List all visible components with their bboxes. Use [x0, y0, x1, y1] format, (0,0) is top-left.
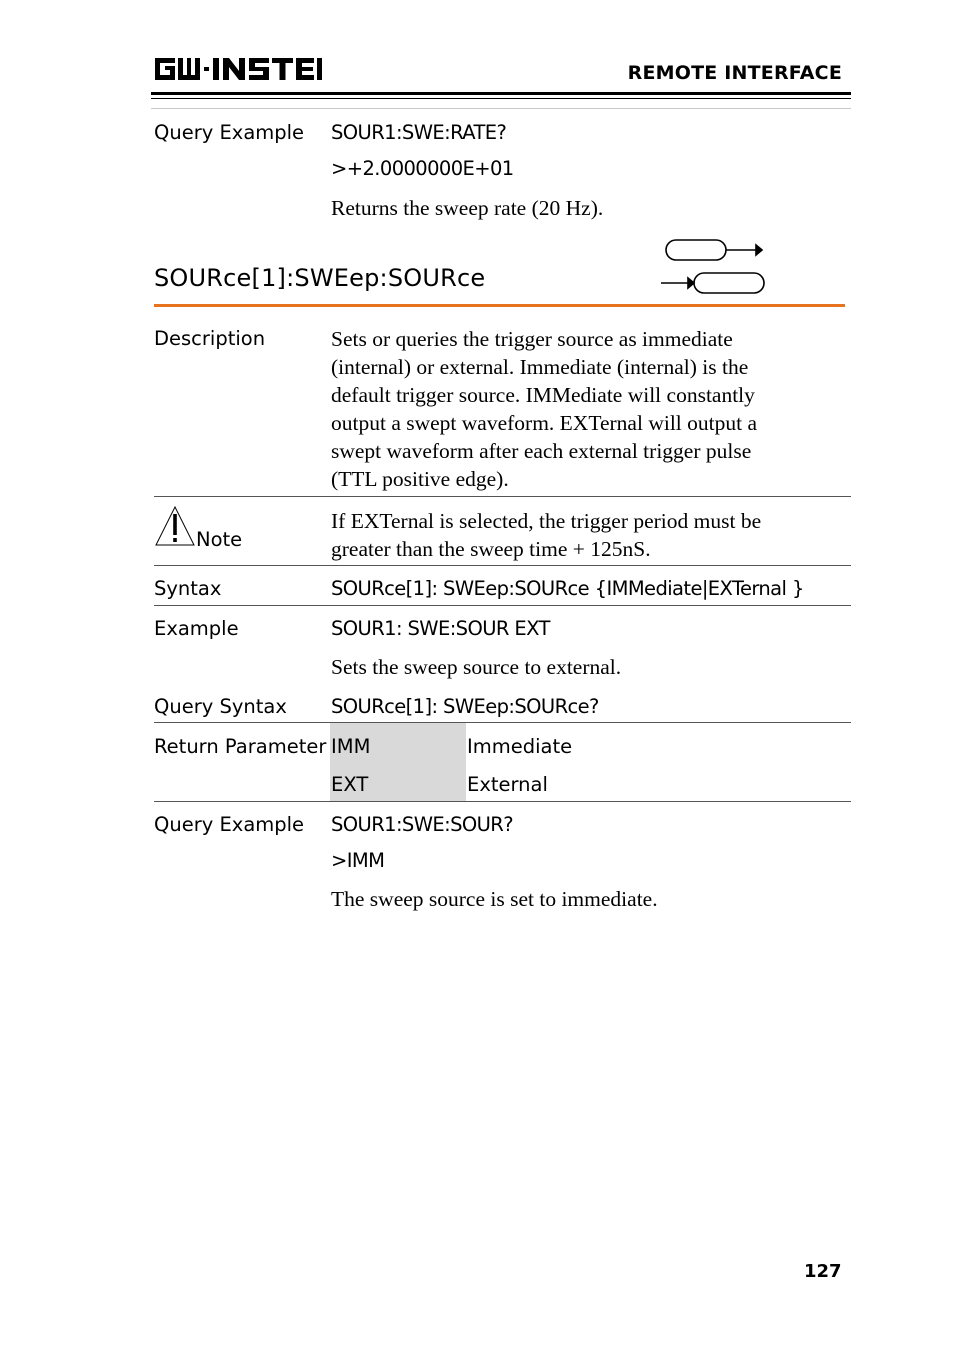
note-line: greater than the sweep time + 125nS.: [331, 537, 651, 561]
set-command-icon: [666, 240, 762, 260]
page-number: 127: [804, 1261, 842, 1282]
return-meaning: Immediate: [467, 735, 573, 758]
description-line: (internal) or external. Immediate (internal) is the: [331, 355, 749, 379]
row-divider: [154, 722, 851, 723]
set-query-icon: [658, 238, 766, 296]
example-explanation: Sets the sweep source to external.: [331, 655, 622, 679]
query-example-explanation: The sweep source is set to immediate.: [331, 887, 658, 911]
row-divider: [154, 801, 851, 802]
description-line: default trigger source. IMMediate will constantly: [331, 383, 755, 407]
return-parameter-label: Return Parameter: [154, 735, 327, 758]
command-heading-underline: [154, 304, 845, 307]
return-code: IMM: [331, 735, 371, 758]
description-line: output a swept waveform. EXTernal will output a: [331, 411, 758, 435]
prev-query-command: SOUR1:SWE:RATE?: [331, 121, 507, 144]
description-text: [331, 325, 757, 493]
section-title: REMOTE INTERFACE: [627, 62, 842, 84]
note-label: Note: [196, 528, 243, 551]
prev-query-response: >+2.0000000E+01: [331, 157, 514, 180]
note-text: [331, 507, 761, 563]
query-example-command: SOUR1:SWE:SOUR?: [331, 813, 513, 836]
description-label: Description: [154, 327, 266, 350]
logo-text: GW INSTEK: [153, 54, 159, 55]
return-code: EXT: [331, 773, 369, 796]
return-meaning: External: [467, 773, 548, 796]
query-syntax-value: SOURce[1]: SWEep:SOURce?: [331, 695, 599, 718]
row-divider: [154, 565, 851, 566]
example-command: SOUR1: SWE:SOUR EXT: [331, 617, 550, 640]
syntax-label: Syntax: [154, 577, 222, 600]
syntax-value: SOURce[1]: SWEep:SOURce {IMMediate|EXTernal }: [331, 577, 804, 600]
warning-icon: [154, 505, 196, 547]
row-divider: [154, 496, 851, 497]
note-line: If EXTernal is selected, the trigger period must be: [331, 509, 762, 533]
prev-query-label: Query Example: [154, 121, 305, 144]
row-divider: [154, 605, 851, 606]
query-syntax-label: Query Syntax: [154, 695, 287, 718]
content-top-rule: [151, 108, 851, 109]
description-line: Sets or queries the trigger source as immediate: [331, 327, 733, 351]
query-example-response: >IMM: [331, 849, 385, 872]
description-line: (TTL positive edge).: [331, 467, 509, 491]
example-label: Example: [154, 617, 239, 640]
query-command-icon: [661, 273, 764, 293]
gw-instek-logo: [153, 54, 325, 84]
header-rule-thin: [151, 98, 851, 99]
command-heading: SOURce[1]:SWEep:SOURce: [154, 264, 486, 292]
description-line: swept waveform after each external trigger pulse: [331, 439, 752, 463]
prev-query-explanation: Returns the sweep rate (20 Hz).: [331, 196, 604, 220]
query-example-label: Query Example: [154, 813, 305, 836]
header-rule-thick: [151, 92, 851, 95]
